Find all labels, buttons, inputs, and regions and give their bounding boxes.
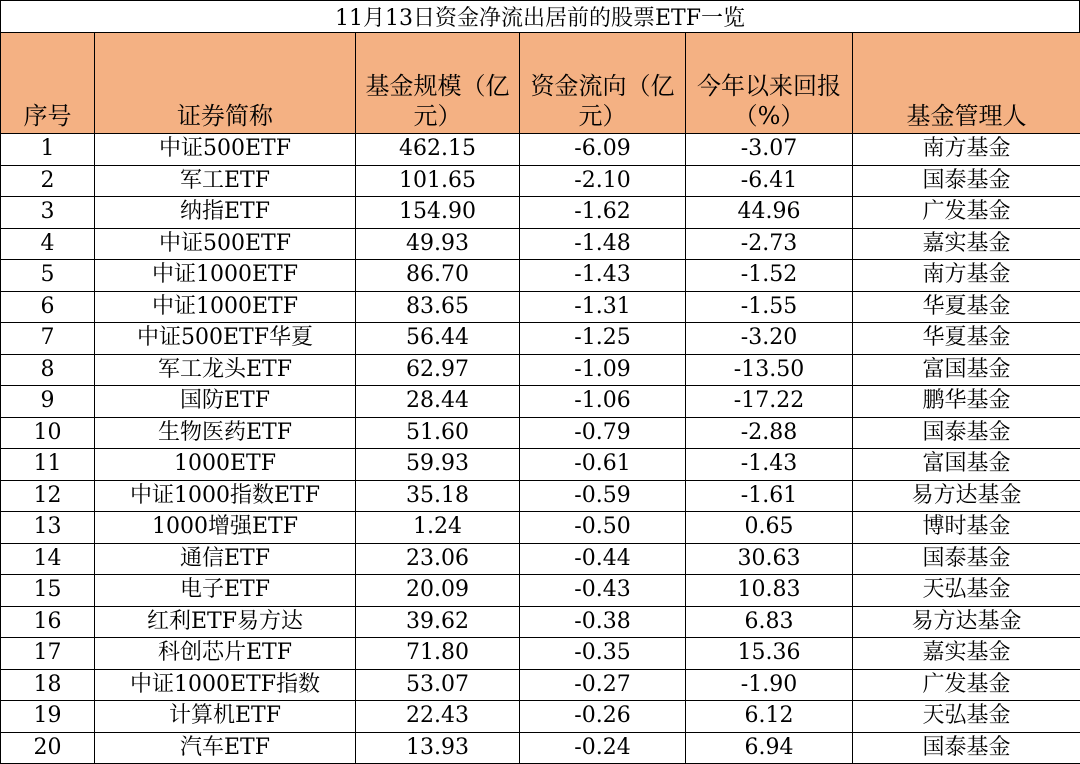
cell-ytd-return: 6.94 xyxy=(686,732,853,764)
cell-fund-manager: 广发基金 xyxy=(853,197,1080,229)
cell-fund-flow: -1.25 xyxy=(520,323,686,355)
table-row xyxy=(1,606,1080,638)
cell-ytd-return: -1.43 xyxy=(686,449,853,481)
cell-ytd-return: -3.20 xyxy=(686,323,853,355)
cell-fund-size: 1.24 xyxy=(356,512,520,544)
cell-ytd-return: 44.96 xyxy=(686,197,853,229)
cell-ytd-return: -13.50 xyxy=(686,354,853,386)
cell-ytd-return: -1.61 xyxy=(686,480,853,512)
cell-fund-size: 22.43 xyxy=(356,701,520,733)
header-fund-manager: 基金管理人 xyxy=(853,33,1080,134)
cell-fund-flow: -1.09 xyxy=(520,354,686,386)
table-title: 11月13日资金净流出居前的股票ETF一览 xyxy=(0,0,1080,32)
cell-fund-manager: 富国基金 xyxy=(853,354,1080,386)
cell-ytd-return: -3.07 xyxy=(686,134,853,166)
cell-index: 7 xyxy=(1,323,95,355)
cell-fund-manager: 博时基金 xyxy=(853,512,1080,544)
cell-fund-flow: -0.24 xyxy=(520,732,686,764)
cell-fund-size: 101.65 xyxy=(356,165,520,197)
cell-security-name: 中证1000ETF xyxy=(95,291,356,323)
table-row xyxy=(1,732,1080,764)
cell-fund-size: 28.44 xyxy=(356,386,520,418)
header-index: 序号 xyxy=(1,33,95,134)
cell-fund-manager: 广发基金 xyxy=(853,669,1080,701)
cell-fund-manager: 天弘基金 xyxy=(853,701,1080,733)
etf-table xyxy=(0,32,1080,764)
cell-security-name: 军工龙头ETF xyxy=(95,354,356,386)
cell-fund-size: 59.93 xyxy=(356,449,520,481)
cell-index: 6 xyxy=(1,291,95,323)
cell-fund-manager: 国泰基金 xyxy=(853,732,1080,764)
cell-fund-manager: 嘉实基金 xyxy=(853,228,1080,260)
cell-index: 18 xyxy=(1,669,95,701)
table-row xyxy=(1,165,1080,197)
cell-security-name: 中证1000ETF xyxy=(95,260,356,292)
cell-security-name: 中证500ETF华夏 xyxy=(95,323,356,355)
cell-fund-manager: 富国基金 xyxy=(853,449,1080,481)
cell-fund-size: 83.65 xyxy=(356,291,520,323)
cell-fund-size: 71.80 xyxy=(356,638,520,670)
cell-fund-flow: -0.50 xyxy=(520,512,686,544)
cell-fund-flow: -0.43 xyxy=(520,575,686,607)
cell-index: 5 xyxy=(1,260,95,292)
cell-fund-flow: -0.59 xyxy=(520,480,686,512)
cell-fund-flow: -0.44 xyxy=(520,543,686,575)
cell-fund-flow: -0.26 xyxy=(520,701,686,733)
table-row xyxy=(1,354,1080,386)
cell-fund-flow: -1.31 xyxy=(520,291,686,323)
table-row xyxy=(1,291,1080,323)
cell-security-name: 1000ETF xyxy=(95,449,356,481)
cell-security-name: 生物医药ETF xyxy=(95,417,356,449)
cell-index: 15 xyxy=(1,575,95,607)
cell-fund-manager: 南方基金 xyxy=(853,260,1080,292)
cell-ytd-return: -17.22 xyxy=(686,386,853,418)
cell-index: 20 xyxy=(1,732,95,764)
header-ytd-return: 今年以来回报（%） xyxy=(686,33,853,134)
cell-ytd-return: 6.12 xyxy=(686,701,853,733)
cell-security-name: 通信ETF xyxy=(95,543,356,575)
header-fund-size: 基金规模（亿元） xyxy=(356,33,520,134)
cell-fund-size: 56.44 xyxy=(356,323,520,355)
cell-fund-size: 20.09 xyxy=(356,575,520,607)
cell-fund-manager: 鹏华基金 xyxy=(853,386,1080,418)
cell-fund-size: 154.90 xyxy=(356,197,520,229)
table-row xyxy=(1,701,1080,733)
cell-ytd-return: 6.83 xyxy=(686,606,853,638)
cell-ytd-return: -1.55 xyxy=(686,291,853,323)
cell-fund-size: 462.15 xyxy=(356,134,520,166)
cell-security-name: 国防ETF xyxy=(95,386,356,418)
cell-fund-flow: -6.09 xyxy=(520,134,686,166)
cell-fund-size: 35.18 xyxy=(356,480,520,512)
cell-fund-flow: -1.43 xyxy=(520,260,686,292)
cell-security-name: 红利ETF易方达 xyxy=(95,606,356,638)
header-fund-flow: 资金流向（亿元） xyxy=(520,33,686,134)
cell-ytd-return: -2.88 xyxy=(686,417,853,449)
cell-fund-size: 53.07 xyxy=(356,669,520,701)
cell-security-name: 1000增强ETF xyxy=(95,512,356,544)
cell-fund-size: 23.06 xyxy=(356,543,520,575)
table-row xyxy=(1,386,1080,418)
cell-index: 3 xyxy=(1,197,95,229)
cell-fund-flow: -0.79 xyxy=(520,417,686,449)
table-row xyxy=(1,228,1080,260)
cell-fund-manager: 华夏基金 xyxy=(853,291,1080,323)
table-row xyxy=(1,669,1080,701)
cell-index: 1 xyxy=(1,134,95,166)
cell-index: 10 xyxy=(1,417,95,449)
table-body xyxy=(1,134,1080,764)
table-row xyxy=(1,512,1080,544)
cell-ytd-return: 30.63 xyxy=(686,543,853,575)
cell-fund-flow: -1.06 xyxy=(520,386,686,418)
cell-security-name: 中证1000ETF指数 xyxy=(95,669,356,701)
table-row xyxy=(1,260,1080,292)
cell-index: 14 xyxy=(1,543,95,575)
cell-fund-manager: 南方基金 xyxy=(853,134,1080,166)
cell-index: 12 xyxy=(1,480,95,512)
cell-ytd-return: 15.36 xyxy=(686,638,853,670)
cell-fund-flow: -1.48 xyxy=(520,228,686,260)
cell-ytd-return: -6.41 xyxy=(686,165,853,197)
cell-security-name: 纳指ETF xyxy=(95,197,356,229)
table-row xyxy=(1,417,1080,449)
cell-index: 17 xyxy=(1,638,95,670)
cell-fund-size: 49.93 xyxy=(356,228,520,260)
cell-fund-manager: 国泰基金 xyxy=(853,543,1080,575)
cell-fund-manager: 国泰基金 xyxy=(853,417,1080,449)
cell-ytd-return: 10.83 xyxy=(686,575,853,607)
cell-fund-flow: -0.61 xyxy=(520,449,686,481)
cell-security-name: 中证500ETF xyxy=(95,228,356,260)
cell-index: 9 xyxy=(1,386,95,418)
table-row xyxy=(1,197,1080,229)
cell-security-name: 计算机ETF xyxy=(95,701,356,733)
cell-security-name: 电子ETF xyxy=(95,575,356,607)
cell-ytd-return: -1.52 xyxy=(686,260,853,292)
cell-fund-size: 62.97 xyxy=(356,354,520,386)
cell-security-name: 军工ETF xyxy=(95,165,356,197)
cell-fund-size: 39.62 xyxy=(356,606,520,638)
cell-index: 16 xyxy=(1,606,95,638)
cell-index: 11 xyxy=(1,449,95,481)
cell-fund-manager: 嘉实基金 xyxy=(853,638,1080,670)
table-row xyxy=(1,638,1080,670)
cell-security-name: 中证500ETF xyxy=(95,134,356,166)
cell-index: 19 xyxy=(1,701,95,733)
cell-fund-flow: -0.38 xyxy=(520,606,686,638)
table-row xyxy=(1,575,1080,607)
cell-fund-manager: 国泰基金 xyxy=(853,165,1080,197)
cell-ytd-return: -1.90 xyxy=(686,669,853,701)
cell-security-name: 中证1000指数ETF xyxy=(95,480,356,512)
cell-fund-manager: 易方达基金 xyxy=(853,480,1080,512)
header-security-name: 证券简称 xyxy=(95,33,356,134)
cell-index: 13 xyxy=(1,512,95,544)
table-row xyxy=(1,543,1080,575)
table-row xyxy=(1,480,1080,512)
table-row xyxy=(1,449,1080,481)
cell-index: 2 xyxy=(1,165,95,197)
cell-fund-manager: 天弘基金 xyxy=(853,575,1080,607)
cell-fund-flow: -2.10 xyxy=(520,165,686,197)
cell-fund-flow: -0.27 xyxy=(520,669,686,701)
cell-index: 8 xyxy=(1,354,95,386)
cell-security-name: 汽车ETF xyxy=(95,732,356,764)
cell-ytd-return: 0.65 xyxy=(686,512,853,544)
cell-fund-size: 13.93 xyxy=(356,732,520,764)
cell-fund-manager: 易方达基金 xyxy=(853,606,1080,638)
cell-fund-size: 86.70 xyxy=(356,260,520,292)
cell-index: 4 xyxy=(1,228,95,260)
cell-fund-manager: 华夏基金 xyxy=(853,323,1080,355)
cell-fund-flow: -0.35 xyxy=(520,638,686,670)
table-row xyxy=(1,323,1080,355)
cell-security-name: 科创芯片ETF xyxy=(95,638,356,670)
cell-ytd-return: -2.73 xyxy=(686,228,853,260)
cell-fund-size: 51.60 xyxy=(356,417,520,449)
table-row xyxy=(1,134,1080,166)
header-row xyxy=(1,33,1080,134)
cell-fund-flow: -1.62 xyxy=(520,197,686,229)
